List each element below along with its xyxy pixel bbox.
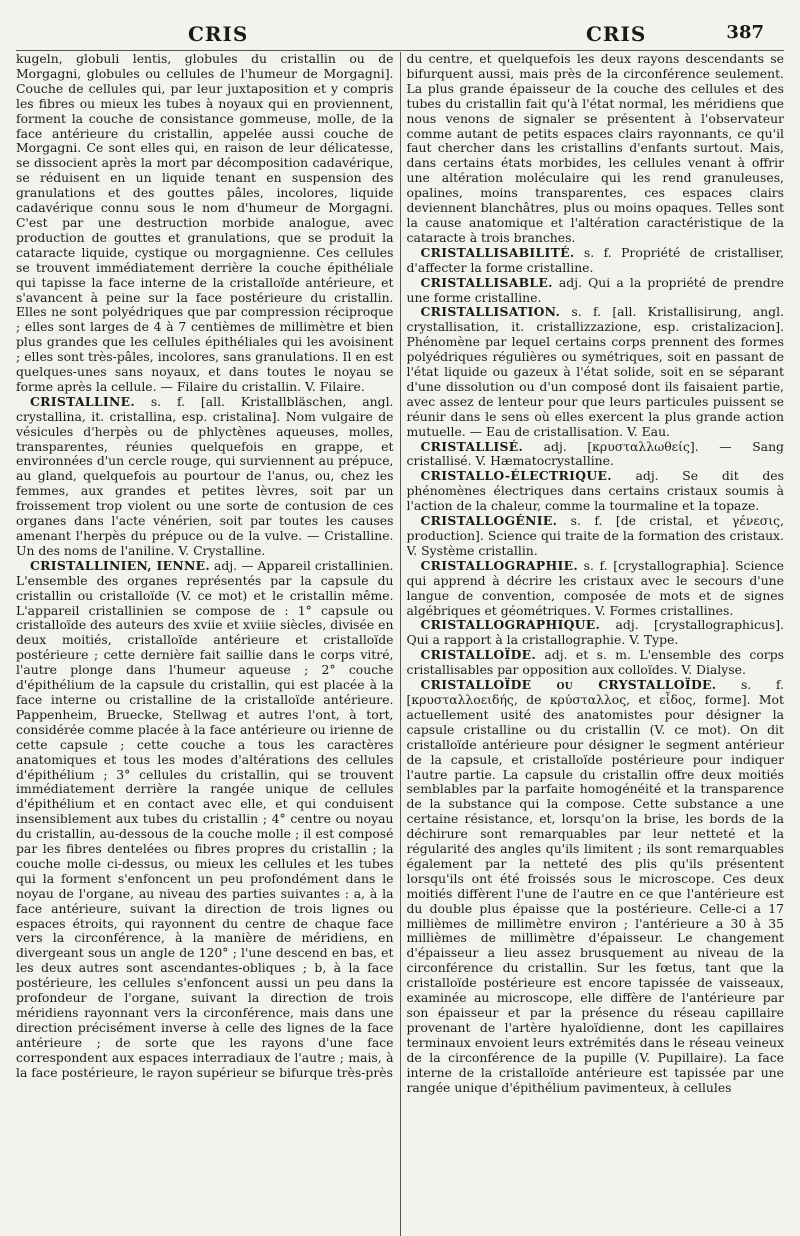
- dictionary-entry: [407, 514, 785, 559]
- entry-headword: CRISTALLO-ÉLECTRIQUE.: [420, 468, 612, 484]
- continued-paragraph: [16, 52, 394, 395]
- dictionary-entry: [16, 559, 394, 1081]
- page-number: 387: [726, 22, 764, 43]
- entry-text: s. f. [crystallographia]. Science qui apprend à décrire les cristaux avec le secours d'une langue de convention, composée de mots et de signes algébriques et géométriques. V. Formes cristallines.: [406, 557, 784, 618]
- entry-text: kugeln, globuli lentis, globules du cristallin ou de Morgagni, globules ou cellules de l'humeur de Morgagni]. Couche de cellules qui, par leur juxtaposition et y compris les fibres ou mieux les tubes à noyaux qui en proviennent, forment la couche de consistance gommeuse, molle, de la face antérieure du cristallin, appelée aussi couche de Morgagni. Ce sont elles qui, en raison de leur délicatesse, se dissocient après la mort par décomposition cadavérique, se réduisent en un liquide tenant en suspension des granulations et des gouttes pâles, incolores, liquide cadavérique connu sous le nom d'humeur de Morgagni. C'est par une destruction morbide analogue, avec production de gouttes et granulations, que se produit la cataracte liquide, cystique ou morgagnienne. Ces cellules se trouvent immédiatement derrière la couche épithéliale qui tapisse la face interne de la cristalloïde antérieure, et s'avancent à peine sur la face postérieure du cristallin. Elles ne sont polyédriques que par compression réciproque ; elles sont larges de 4 à 7 centièmes de millimètre et bien plus grandes que les cellules épithéliales qui les avoisinent ; elles sont très-pâles, incolores, sans granulations. Il en est quelques-unes sans noyaux, et dans toutes le noyau se forme après la cellule. — Filaire du cristallin. V. Filaire.: [16, 52, 394, 394]
- entry-headword: CRISTALLOGRAPHIE.: [420, 557, 578, 573]
- entry-text: adj. — Appareil cristallinien. L'ensemble des organes représentés par la capsule du cristallin ou cristalloïde (V. ce mot) et le cristallin même. L'appareil cristallinien se compose de : 1° capsule ou cristalloïde des auteurs des xviie et xviiie siècles, divisée en deux moitiés, cristalloïde antérieure et cristalloïde postérieure ; cette dernière fait saillie dans le corps vitré, l'autre plonge dans l'humeur aqueuse ; 2° couche d'épithélium de la capsule du cristallin, qui est placée à la face interne ou cristalline de la cristalloïde antérieure. Pappenheim, Bruecke, Stellwag et autres l'ont, à tort, considérée comme placée à la face antérieure ou irienne de cette capsule ; cette couche a tous les caractères anatomiques et tous les modes d'altérations des cellules d'épithélium ; 3° cellules du cristallin, qui se trouvent immédiatement derrière la rangée unique de cellules d'épithélium et en contact avec elle, et qui conduisent insensiblement aux tubes du cristallin ; 4° centre ou noyau du cristallin, au-dessous de la couche molle ; il est composé par les fibres dentelées ou fibres propres du cristallin ; la couche molle ci-dessus, ou mieux les cellules et les tubes qui la forment s'enfoncent un peu profondément dans le noyau de l'organe, au niveau des parties suivantes : a, à la face antérieure, suivant la direction de trois lignes ou espaces étroits, qui rayonnent du centre de chaque face vers la circonférence, à la manière de méridiens, en divergeant sous un angle de 120° ; l'une descend en bas, et les deux autres sont ascendantes-obliques ; b, à la face postérieure, les cellules s'enfoncent aussi un peu dans la profondeur de l'organe, suivant la direction de trois méridiens rayonnant vers la circonférence, mais dans une direction précisément inverse à celle des lignes de la face antérieure ; de sorte que les rayons d'une face correspondent aux espaces interradiaux de l'autre ; mais, à la face postérieure, le rayon supérieur se bifurque très-près: [16, 557, 394, 1080]
- dictionary-entry: [407, 648, 785, 678]
- dictionary-entry: [407, 678, 785, 1095]
- header-rule: [16, 50, 784, 51]
- entry-text: adj. Qui a la propriété de prendre une forme cristalline.: [406, 274, 784, 305]
- entry-headword: CRISTALLINE.: [30, 393, 135, 409]
- entry-headword: CRISTALLOÏDE ou CRYSTALLOÏDE.: [420, 677, 717, 693]
- entry-text: adj. [κρυσταλλωθείς]. — Sang cristallisé. V. Hæmatocrystalline.: [406, 438, 784, 469]
- dictionary-entry: [407, 305, 785, 439]
- running-head-right: CRIS: [586, 22, 647, 46]
- dictionary-entry: [16, 395, 394, 559]
- entry-headword: CRISTALLISATION.: [420, 304, 561, 320]
- entry-headword: CRISTALLISABLE.: [420, 274, 553, 290]
- entry-text: adj. [crystallographicus]. Qui a rapport à la cristallographie. V. Type.: [406, 617, 784, 648]
- dictionary-entry: [407, 559, 785, 619]
- column-divider: [400, 52, 401, 1236]
- entry-headword: CRISTALLOÏDE.: [420, 647, 536, 663]
- entry-text: s. f. Propriété de cristalliser, d'affecter la forme cristalline.: [406, 244, 784, 275]
- running-head-left: CRIS: [188, 22, 249, 46]
- entry-text: s. f. [all. Kristallbläschen, angl. crystallina, it. cristallina, esp. cristalina]. Nom vulgaire de vésicules d'herpès ou de phlyctènes aqueuses, molles, transparentes, réunies quelquefois en grappe, et environnées d'un cercle rouge, qui surviennent au prépuce, au gland, quelquefois au pourtour de l'anus, ou, chez les femmes, aux grandes et petites lèvres, soit par un froissement trop violent ou une sorte de contusion de ces organes dans l'acte vénérien, soit par toutes les causes amenant l'herpès du prépuce ou de la vulve. — Cristalline. Un des noms de l'aniline. V. Crystalline.: [16, 393, 394, 558]
- entry-text: s. f. [κρυσταλλοειδής, de κρύσταλλος, et εἶδος, forme]. Mot actuellement usité des anatomistes pour désigner la capsule cristalline ou du cristallin (V. ce mot). On dit cristalloïde antérieure pour désigner le segment antérieur de la capsule, et cristalloïde postérieure pour indiquer l'autre partie. La capsule du cristallin offre deux moitiés semblables par la parfaite homogénéité et la transparence de la substance qui la compose. Cette substance a une certaine résistance, et, lorsqu'on la brise, les bords de la déchirure sont remarquables par leur netteté et la régularité des angles qu'ils limitent ; ils sont remarquables également par la netteté des plis qu'ils présentent lorsqu'ils ont été froissés sous le microscope. Ces deux moitiés diffèrent l'une de l'autre en ce que l'antérieure est du double plus épaisse que la postérieure. Celle-ci a 17 millièmes de millimètre environ ; l'antérieure a 30 à 35 millièmes de millimètre d'épaisseur. Le changement d'épaisseur a lieu assez brusquement au niveau de la circonférence du cristallin. Sur les fœtus, tant que la cristalloïde postérieure est encore tapissée de vaisseaux, examinée au microscope, elle diffère de l'antérieure par son épaisseur et par la présence du réseau capillaire provenant de l'artère hyaloïdienne, dont les capillaires terminaux envoient leurs extrémités dans le réseau veineux de la circonférence de la pupille (V. Pupillaire). La face interne de la cristalloïde antérieure est tapissée par une rangée unique d'épithélium pavimenteux, à cellules: [406, 677, 784, 1095]
- left-column: [16, 52, 394, 1236]
- entry-headword: CRISTALLISÉ.: [420, 438, 524, 454]
- dictionary-entry: [407, 246, 785, 276]
- entry-text: s. f. [all. Kristallisirung, angl. crystallisation, it. cristallizzazione, esp. cristalizacion]. Phénomène par lequel certains corps prennent des formes polyédriques régulières ou symétriques, soit en passant de l'état liquide ou gazeux à l'état solide, soit en se séparant d'une dissolution ou d'un composé dont ils faisaient partie, avec assez de lenteur pour que leurs particules puissent se réunir dans le sens où elles exercent la plus grande action mutuelle. — Eau de cristallisation. V. Eau.: [406, 304, 784, 439]
- continued-paragraph: [407, 52, 785, 246]
- right-column: [407, 52, 785, 1236]
- entry-text: adj. Se dit des phénomènes électriques dans certains cristaux soumis à l'action de la chaleur, comme la tourmaline et la topaze.: [406, 468, 784, 514]
- dictionary-entry: [407, 276, 785, 306]
- entry-headword: CRISTALLINIEN, IENNE.: [30, 557, 211, 573]
- entry-text: s. f. [de cristal, et γένεσις, production]. Science qui traite de la formation des cristaux. V. Système cristallin.: [406, 513, 784, 558]
- dictionary-entry: [407, 618, 785, 648]
- entry-text: du centre, et quelquefois les deux rayons descendants se bifurquent aussi, mais près de la circonférence seulement. La plus grande épaisseur de la couche des cellules et des tubes du cristallin fait qu'à l'état normal, les méridiens que nous venons de signaler se présentent à l'observateur comme autant de petits espaces clairs rayonnants, ce qu'il faut chercher dans les cristallins d'enfants surtout. Mais, dans certains états morbides, les cellules venant à offrir une altération moléculaire qui les rend granuleuses, opalines, moins transparentes, ces espaces clairs deviennent blanchâtres, plus ou moins opaques. Telles sont la cause anatomique et l'altération caractéristique de la cataracte à trois branches.: [406, 52, 784, 245]
- dictionary-entry: [407, 440, 785, 470]
- dictionary-entry: [407, 469, 785, 514]
- page-header: [16, 12, 784, 46]
- text-columns: [16, 52, 784, 1236]
- entry-headword: CRISTALLOGÉNIE.: [420, 513, 558, 529]
- entry-text: adj. et s. m. L'ensemble des corps cristallisables par opposition aux colloïdes. V. Dialyse.: [406, 647, 784, 678]
- entry-headword: CRISTALLISABILITÉ.: [420, 244, 575, 260]
- entry-headword: CRISTALLOGRAPHIQUE.: [420, 617, 601, 633]
